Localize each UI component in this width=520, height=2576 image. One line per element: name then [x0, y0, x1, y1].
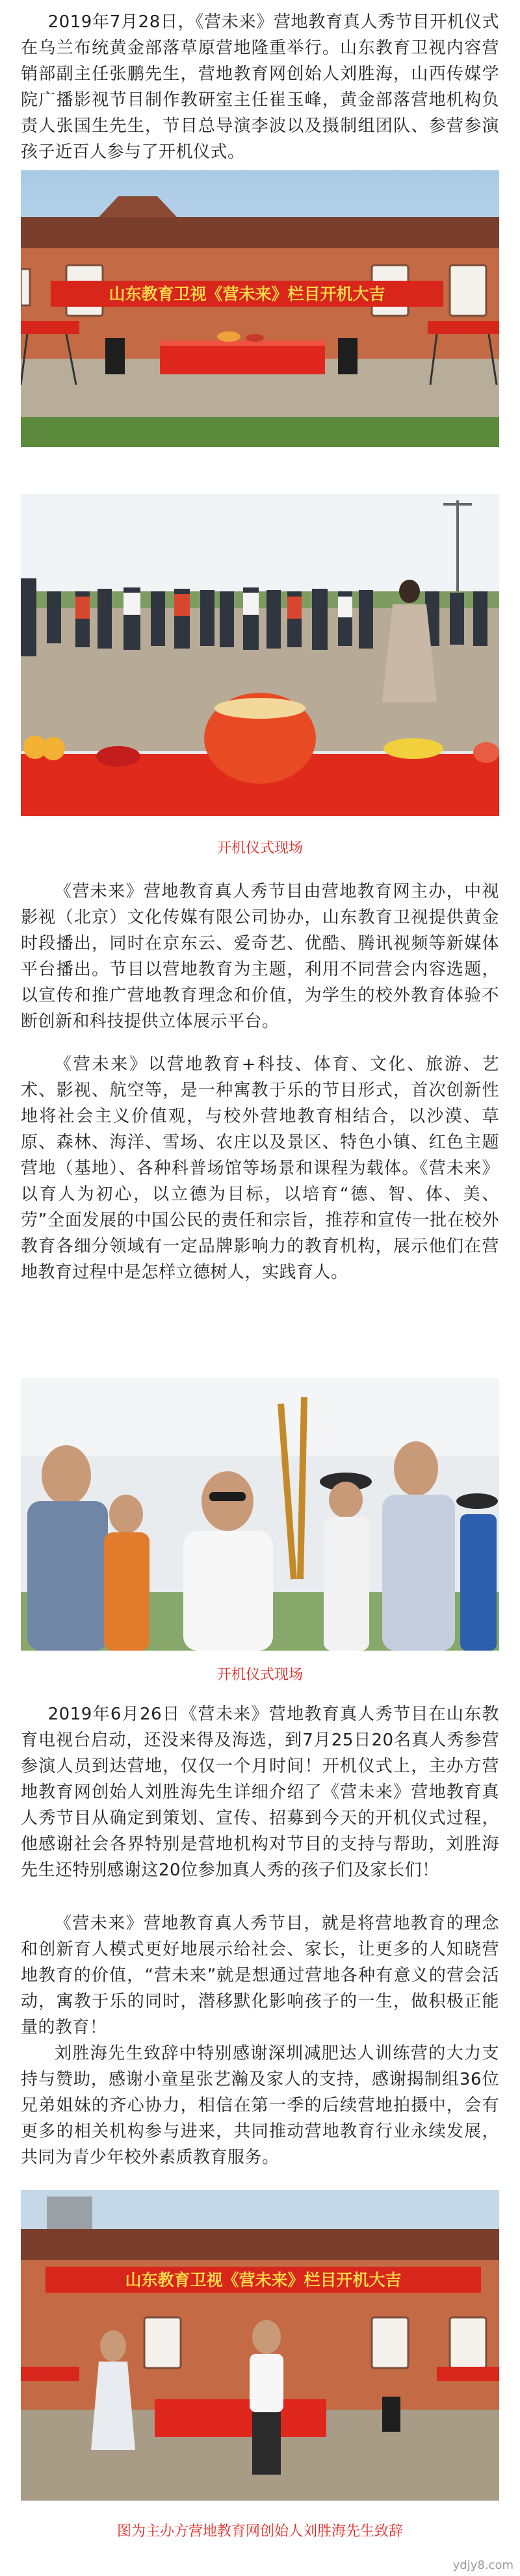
intro-paragraph: 2019年7月28日，《营未来》营地教育真人秀节目开机仪式在乌兰布统黄金部落草原营地隆重举行。山东教育卫视内容营销部副主任张鹏先生，营地教育网创始人刘胜海，山西传媒学院广播影视节目制作教研室主任崔玉峰，黄金部落营地机构负责人张国生先生，节目总导演李波以及摄制组团队、参营参演孩子近百人参与了开机仪式。: [21, 12, 499, 162]
site-watermark: ydjy8.com: [452, 2558, 514, 2572]
program-intro-paragraph: 《营未来》营地教育真人秀节目由营地教育网主办，中视影视（北京）文化传媒有限公司协办，山东教育卫视提供黄金时段播出，同时在京东云、爱奇艺、优酷、腾讯视频等新媒体平台播出。节目以营地教育为主题，利用不同营会内容选题，以宣传和推广营地教育理念和价值，为学生的校外教育体验不断创新和科技提供立体展示平台。: [21, 882, 499, 1031]
program-value-paragraph: 《营未来》营地教育真人秀节目，就是将营地教育的理念和创新育人模式更好地展示给社会、家长，让更多的人知晓营地教育的价值，“营未来”就是想通过营地各种有意义的营会活动，寓教于乐的同时，潜移默化影响孩子的一生，做积极正能量的教育！: [21, 1914, 499, 2037]
caption-opening-ceremony-1: 开机仪式现场: [216, 840, 303, 857]
caption-opening-ceremony-2: 开机仪式现场: [216, 1667, 303, 1683]
launch-details-paragraph: 2019年6月26日《营未来》营地教育真人秀节目在山东教育电视台启动，还没来得及海选，到7月25日20名真人秀参营参演人员到达营地，仅仅一个月时间！开机仪式上，主办方营地教育网创始人刘胜海先生详细介绍了《营未来》营地教育真人秀节目从确定到策划、宣传、招募到今天的开机仪式过程，他感谢社会各界特别是营地机构对节目的支持与帮助，刘胜海先生还特别感谢这20位参加真人秀的孩子们及家长们！: [21, 1705, 499, 1880]
photo-opening-ceremony-building: [21, 170, 499, 447]
photo-ceremony-crowd: [21, 494, 499, 816]
photo-founder-speech: [21, 2190, 499, 2501]
caption-founder-speech: 图为主办方营地教育网创始人刘胜海先生致辞: [116, 2523, 403, 2540]
program-concept-paragraph: 《营未来》以营地教育+科技、体育、文化、旅游、艺术、影视、航空等，是一种寓教于乐的节目形式，首次创新性地将社会主义价值观，与校外营地教育相结合，以沙漠、草原、森林、海洋、雪场、农庄以及景区、特色小镇、红色主题营地（基地）、各种科普场馆等场景和课程为载体。《营未来》以育人为初心，以立德为目标，以培育“德、智、体、美、劳”全面发展的中国公民的责任和宗旨，推荐和宣传一批在校外教育各细分领域有一定品牌影响力的教育机构，展示他们在营地教育过程中是怎样立德树人，实践育人。: [21, 1055, 499, 1282]
acknowledgement-paragraph: 刘胜海先生致辞中特别感谢深圳减肥达人训练营的大力支持与赞助，感谢小童星张艺瀚及家人的支持，感谢揭制组36位兄弟姐妹的齐心协力，相信在第一季的后续营地拍摄中，会有更多的相关机构参与进来，共同推动营地教育行业永续发展，共同为青少年校外素质教育服务。: [21, 2044, 499, 2167]
banner-text: 山东教育卫视《营未来》栏目开机大吉: [109, 285, 385, 303]
banner-text-speech: 山东教育卫视《营未来》栏目开机大吉: [125, 2271, 402, 2289]
photo-guests-holding-incense: [21, 1378, 499, 1651]
